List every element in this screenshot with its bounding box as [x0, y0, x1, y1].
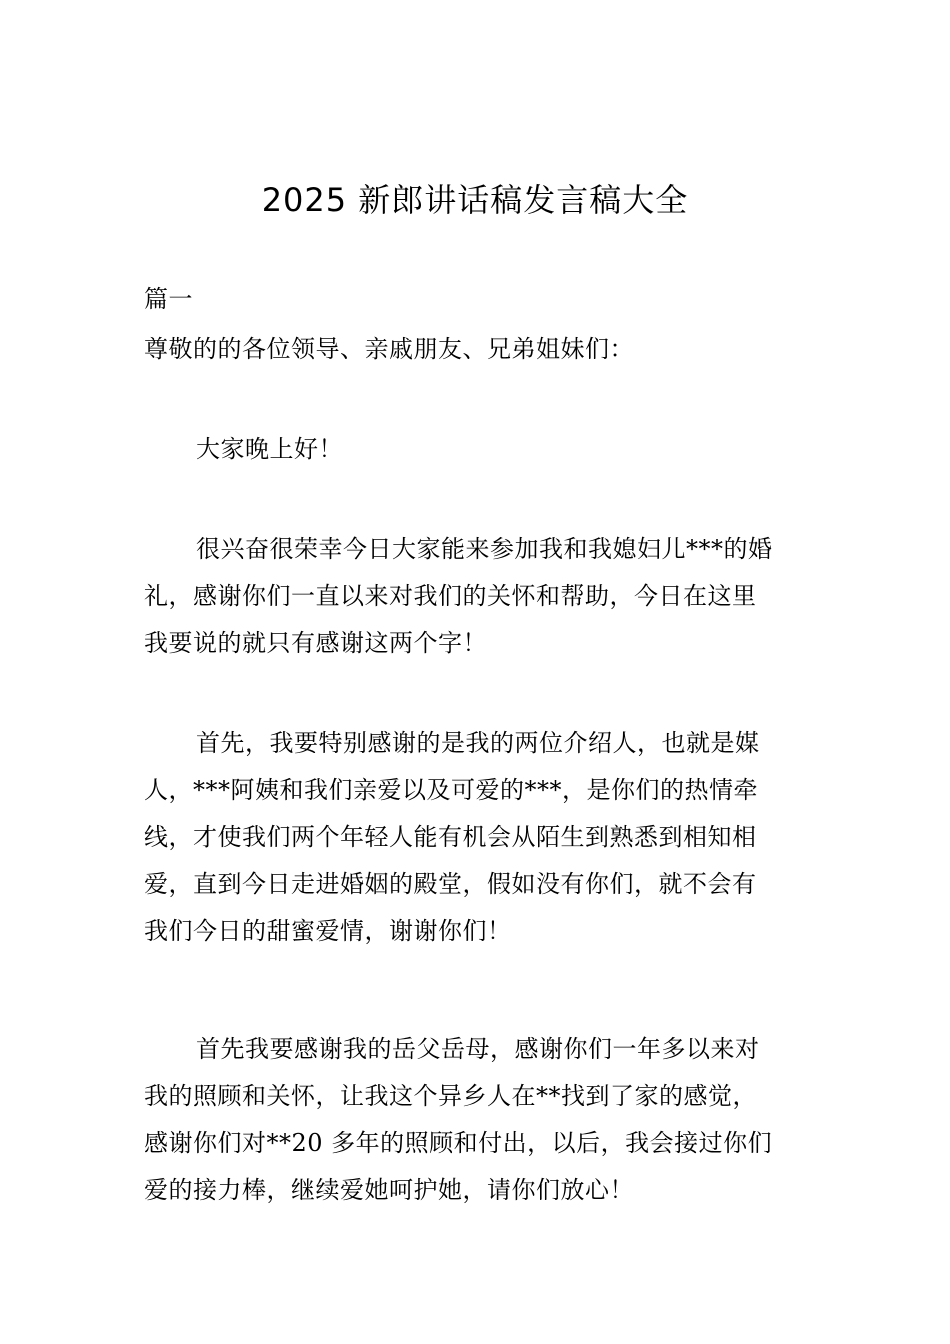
paragraph-greeting [144, 426, 806, 473]
paragraph-line: 我的照顾和关怀，让我这个异乡人在**找到了家的感觉， [144, 1082, 757, 1110]
paragraph-line: 大家晚上好！ [196, 435, 343, 463]
paragraph-line: 感谢你们对**20 多年的照顾和付出，以后，我会接过你们 [144, 1129, 773, 1157]
paragraph-line: 我们今日的甜蜜爱情，谢谢你们！ [144, 917, 512, 945]
document-title: 2025 新郎讲话稿发言稿大全 [261, 181, 689, 219]
paragraph-line: 很兴奋很荣幸今日大家能来参加我和我媳妇儿***的婚 [196, 535, 773, 563]
paragraph-thanks [144, 526, 806, 667]
salutation: 尊敬的的各位领导、亲戚朋友、兄弟姐妹们： [144, 335, 634, 363]
paragraph-in-laws [144, 1026, 806, 1214]
paragraph-line: 首先我要感谢我的岳父岳母，感谢你们一年多以来对 [196, 1035, 760, 1063]
section-label: 篇一 [144, 285, 193, 313]
paragraph-matchmakers [144, 720, 806, 955]
paragraph-line: 礼，感谢你们一直以来对我们的关怀和帮助，今日在这里 [144, 582, 757, 610]
paragraph-line: 首先，我要特别感谢的是我的两位介绍人，也就是媒 [196, 729, 760, 757]
paragraph-line: 线，才使我们两个年轻人能有机会从陌生到熟悉到相知相 [144, 823, 757, 851]
paragraph-line: 我要说的就只有感谢这两个字！ [144, 629, 487, 657]
paragraph-line: 人，***阿姨和我们亲爱以及可爱的***，是你们的热情牵 [144, 776, 758, 804]
paragraph-line: 爱，直到今日走进婚姻的殿堂，假如没有你们，就不会有 [144, 870, 757, 898]
paragraph-line: 爱的接力棒，继续爱她呵护她，请你们放心！ [144, 1176, 634, 1204]
